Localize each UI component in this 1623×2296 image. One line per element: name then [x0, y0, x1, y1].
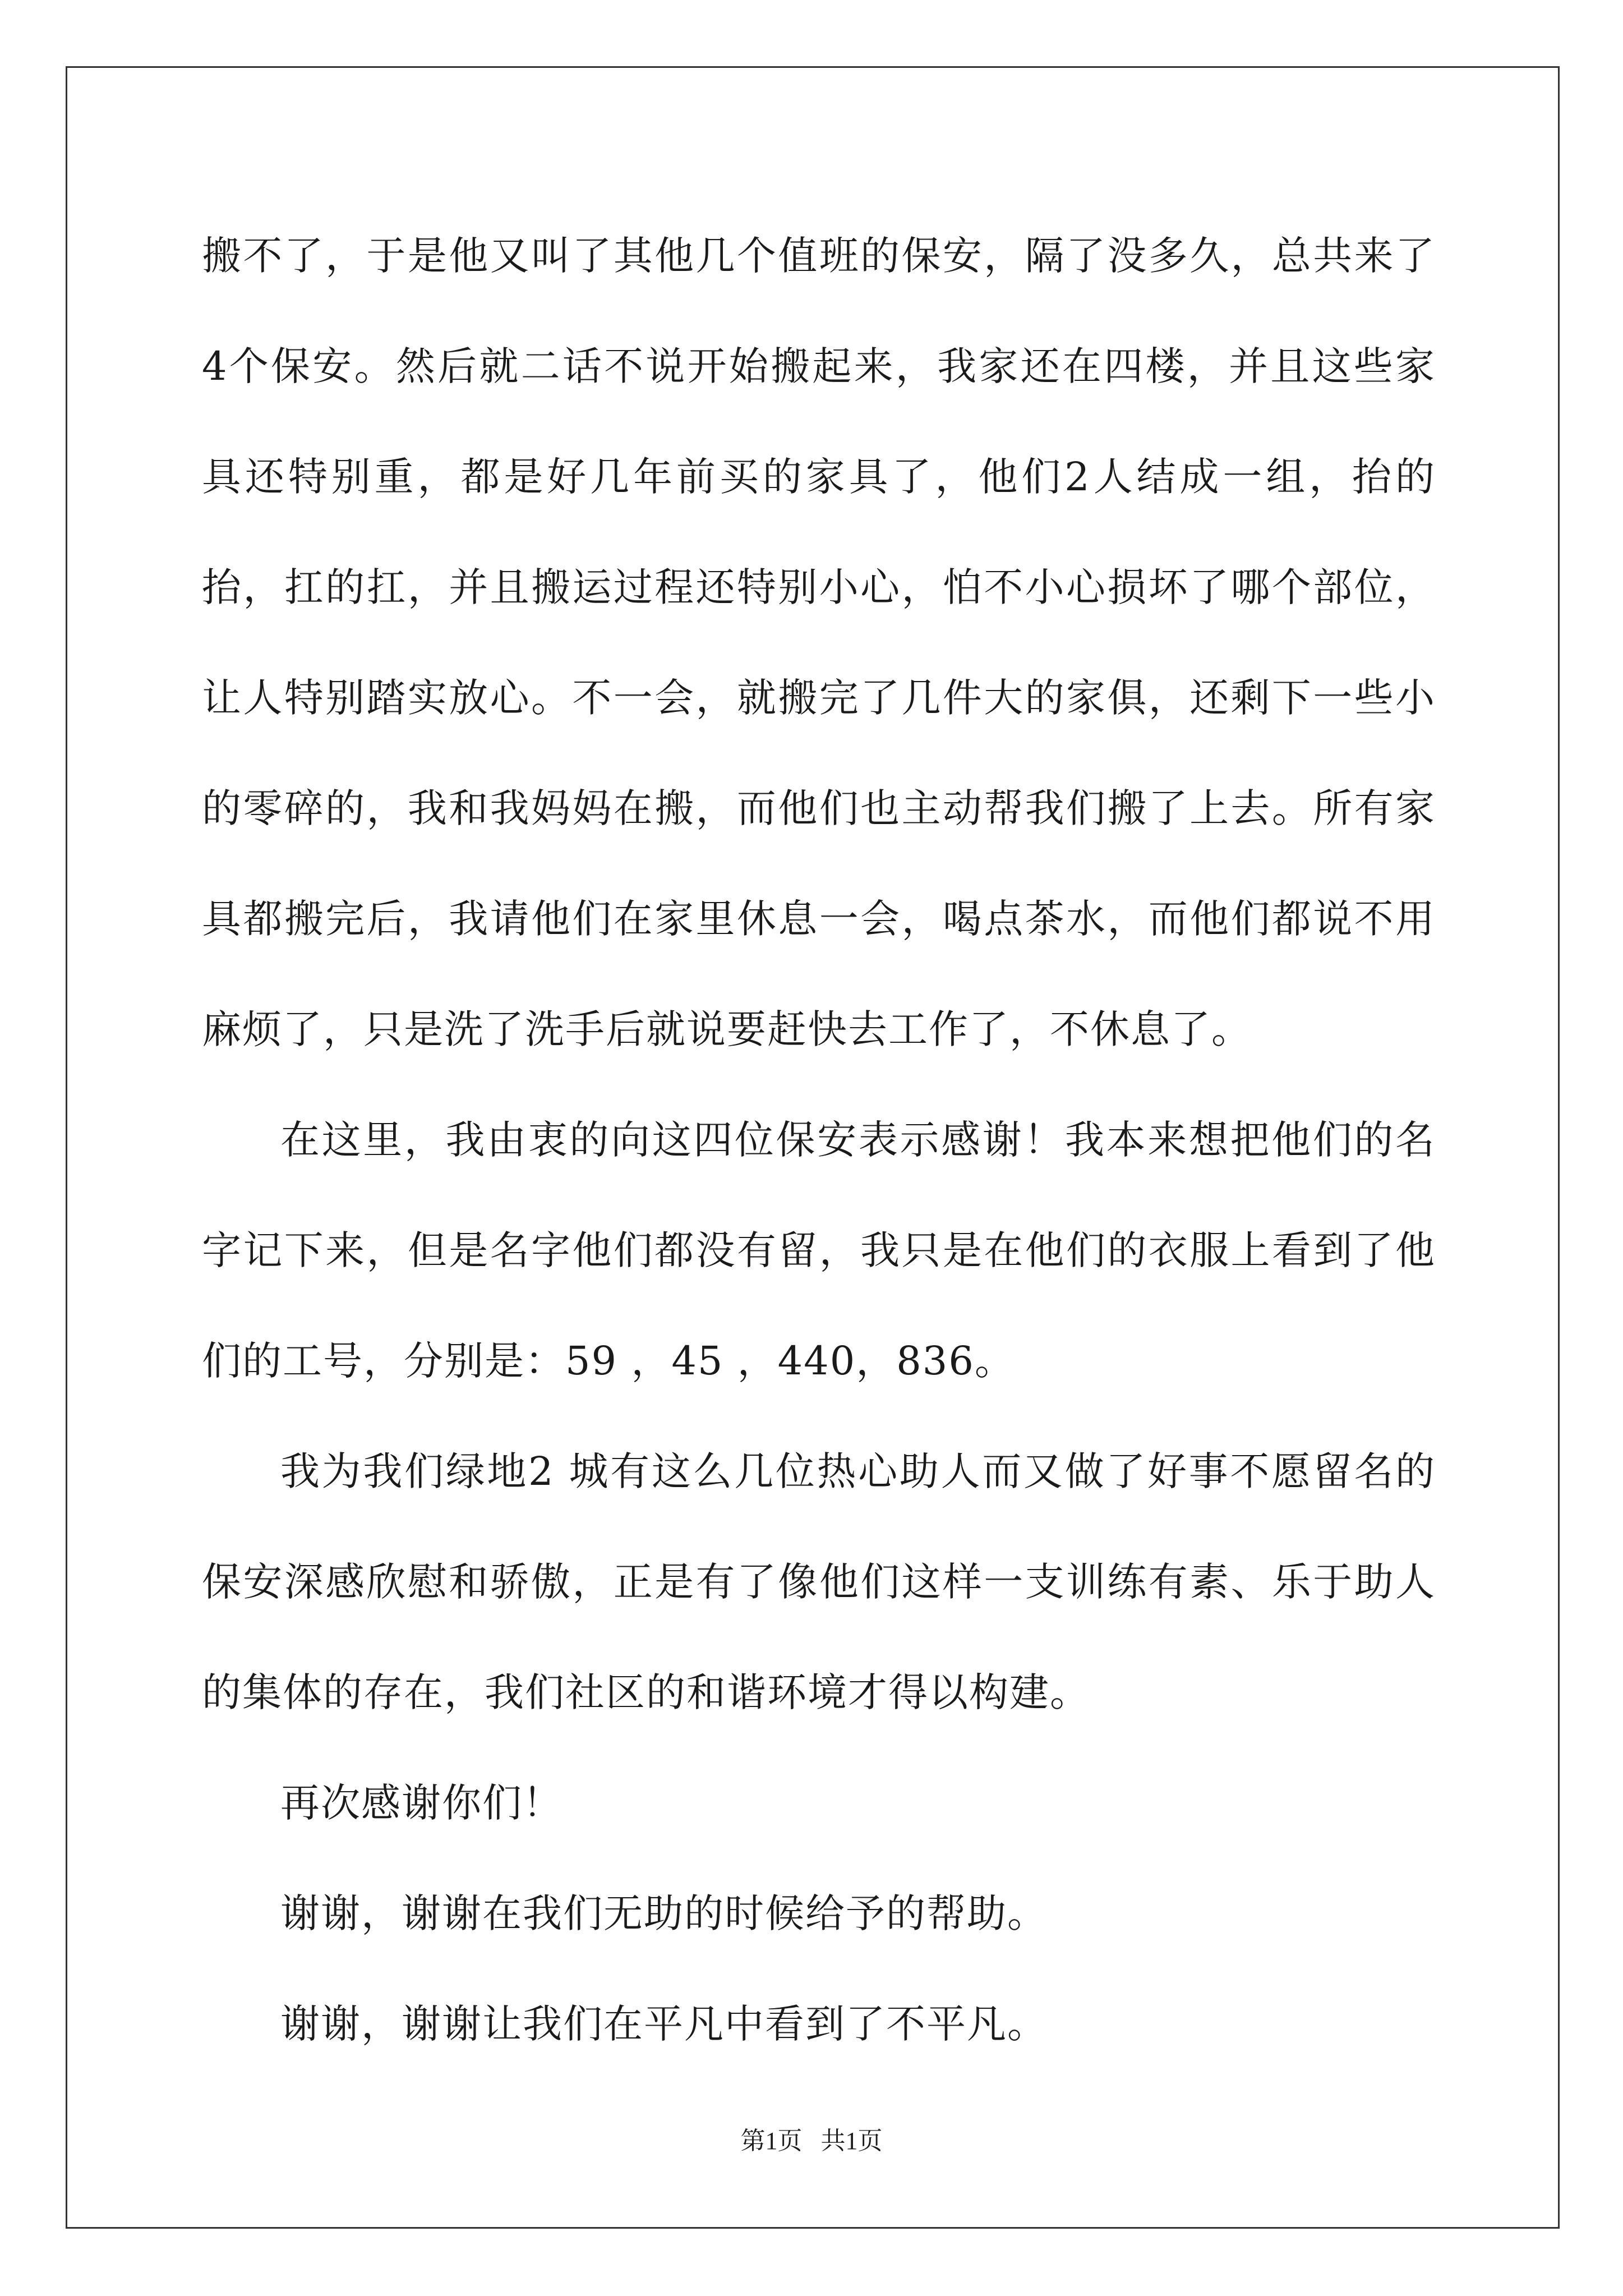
- document-body: [202, 201, 1436, 2079]
- paragraph: 再次感谢你们！: [280, 1780, 563, 1826]
- paragraph: 谢谢，谢谢让我们在平凡中看到了不平凡。: [280, 2001, 1048, 2047]
- paragraph: 我为我们绿地2 城有这么几位热心助人而又做了好事不愿留名的保安深感欣慰和骄傲，正是有了像他们这样一支训练有素、乐于助人的集体的存在，我们社区的和谐环境才得以构建。: [202, 1448, 1436, 1715]
- paragraph: 在这里，我由衷的向这四位保安表示感谢！我本来想把他们的名字记下来，但是名字他们都没有留，我只是在他们的衣服上看到了他们的工号，分别是：59 ，45 ，440，836。: [202, 1117, 1436, 1384]
- page-number-footer: 第1页 共1页: [740, 2127, 883, 2155]
- paragraph: 谢谢，谢谢在我们无助的时候给予的帮助。: [280, 1890, 1048, 1936]
- paragraph: 搬不了，于是他又叫了其他几个值班的保安，隔了没多久，总共来了4个保安。然后就二话不说开始搬起来，我家还在四楼，并且这些家具还特别重，都是好几年前买的家具了，他们2人结成一组，抬的抬，扛的扛，并且搬运过程还特别小心，怕不小心损坏了哪个部位，让人特别踏实放心。不一会，就搬完了几件大的家俱，还剩下一些小的零碎的，我和我妈妈在搬，而他们也主动帮我们搬了上去。所有家具都搬完后，我请他们在家里休息一会，喝点茶水，而他们都说不用麻烦了，只是洗了洗手后就说要赶快去工作了，不休息了。: [202, 233, 1436, 1052]
